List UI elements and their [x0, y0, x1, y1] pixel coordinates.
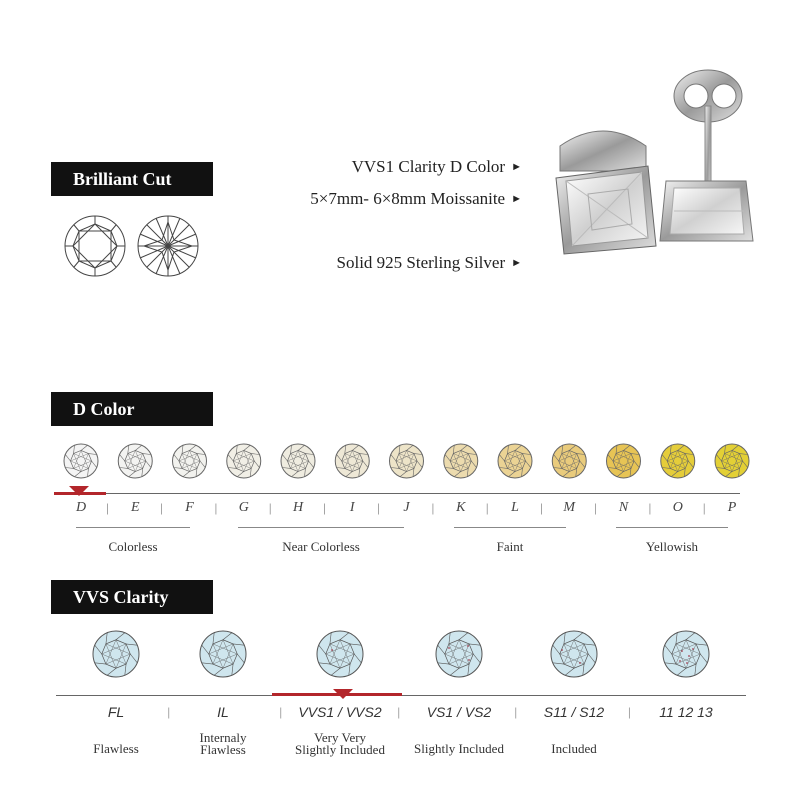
color-grade-o: O [672, 500, 683, 515]
color-diamond-n-icon [607, 444, 641, 478]
color-diamond-m-icon [552, 444, 586, 478]
group-line-near-colorless [238, 527, 404, 528]
clarity-diamond-5-icon [551, 631, 597, 677]
clarity-diamond-1-icon [93, 631, 139, 677]
clarity-separator: | [167, 704, 171, 719]
clarity-separator: | [514, 704, 518, 719]
color-diamond-g-icon [227, 444, 261, 478]
color-diamond-e-icon [118, 444, 152, 478]
clarity-selected-marker-icon [333, 689, 353, 699]
group-label-faint: Faint [496, 539, 524, 554]
color-diamond-l-icon [498, 444, 532, 478]
arrow-right-icon: ► [511, 193, 522, 205]
color-separator: | [648, 500, 652, 515]
color-grade-n: N [618, 500, 629, 515]
color-diamond-i-icon [335, 444, 369, 478]
color-separator: | [594, 500, 597, 515]
spec-material: Solid 925 Sterling Silver ► [336, 253, 522, 272]
group-label-colorless: Colorless [108, 539, 158, 554]
clarity-grade-description: Slightly Included [414, 741, 504, 756]
group-label-yellowish: Yellowish [645, 539, 699, 554]
group-line-faint [454, 527, 566, 528]
color-diamond-h-icon [281, 444, 315, 478]
color-diamond-o-icon [661, 444, 695, 478]
color-grade-k: K [456, 500, 466, 515]
color-grade-p: P [727, 500, 737, 515]
clarity-diamond-4-icon [436, 631, 482, 677]
clarity-diamond-6-icon [663, 631, 709, 677]
color-separator: | [702, 500, 706, 515]
clarity-grade-description: Slightly Included [295, 742, 385, 757]
clarity-diamond-2-icon [200, 631, 246, 677]
color-grade-j: J [403, 500, 410, 515]
color-grade-d: D [75, 500, 87, 515]
brilliant-cut-top-view-icon [63, 214, 127, 278]
color-grade-g: G [238, 500, 249, 515]
earring-product-image [548, 66, 788, 266]
color-separator: | [214, 500, 218, 515]
brilliant-cut-badge: Brilliant Cut [51, 162, 213, 196]
color-separator: | [106, 500, 109, 515]
color-separator: | [485, 500, 489, 515]
clarity-grade-description: Flawless [93, 741, 139, 756]
color-diamond-f-icon [173, 444, 207, 478]
color-badge: D Color [51, 392, 213, 426]
clarity-grade-code: IL [217, 704, 229, 720]
clarity-grade-code: FL [107, 704, 125, 720]
clarity-grade-code: 11 12 13 [659, 704, 713, 720]
clarity-grade-description: Internaly [199, 730, 247, 745]
arrow-right-icon: ► [511, 257, 522, 269]
color-selected-marker-icon [69, 486, 89, 496]
clarity-grade-code: S11 / S12 [543, 704, 605, 720]
color-grade-i: I [349, 500, 355, 515]
color-separator: | [540, 500, 543, 515]
color-diamond-p-icon [715, 444, 749, 478]
color-diamond-row [0, 430, 800, 490]
color-grade-h: H [292, 500, 304, 515]
clarity-grade-code: VVS1 / VVS2 [298, 704, 382, 720]
color-separator: | [377, 500, 380, 515]
color-grade-e: E [130, 500, 140, 515]
clarity-grade-code: VS1 / VS2 [426, 704, 492, 720]
clarity-grade-description: Very Very [313, 730, 367, 745]
clarity-diamond-row [0, 625, 800, 685]
group-line-yellowish [616, 527, 728, 528]
group-label-near-colorless: Near Colorless [282, 539, 360, 554]
brilliant-cut-bottom-view-icon [136, 214, 200, 278]
color-grade-m: M [563, 500, 576, 515]
color-diamond-j-icon [390, 444, 424, 478]
color-separator: | [160, 500, 163, 515]
clarity-grade-description: Flawless [200, 742, 246, 757]
color-grade-f: F [185, 500, 194, 515]
color-scale-line [54, 493, 740, 494]
clarity-separator: | [279, 704, 283, 719]
group-line-colorless [76, 527, 190, 528]
color-grade-l: L [511, 500, 519, 515]
clarity-grade-description: Included [551, 741, 597, 756]
arrow-right-icon: ► [511, 161, 522, 173]
spec-clarity-color: VVS1 Clarity D Color ► [351, 157, 522, 176]
color-diamond-d-icon [64, 444, 98, 478]
clarity-badge: VVS Clarity [51, 580, 213, 614]
color-separator: | [323, 500, 326, 515]
spec-size: 5×7mm- 6×8mm Moissanite ► [310, 189, 522, 208]
clarity-diamond-3-icon [317, 631, 363, 677]
color-separator: | [268, 500, 272, 515]
color-diamond-k-icon [444, 444, 478, 478]
color-separator: | [431, 500, 435, 515]
clarity-separator: | [628, 704, 631, 719]
clarity-separator: | [397, 704, 401, 719]
